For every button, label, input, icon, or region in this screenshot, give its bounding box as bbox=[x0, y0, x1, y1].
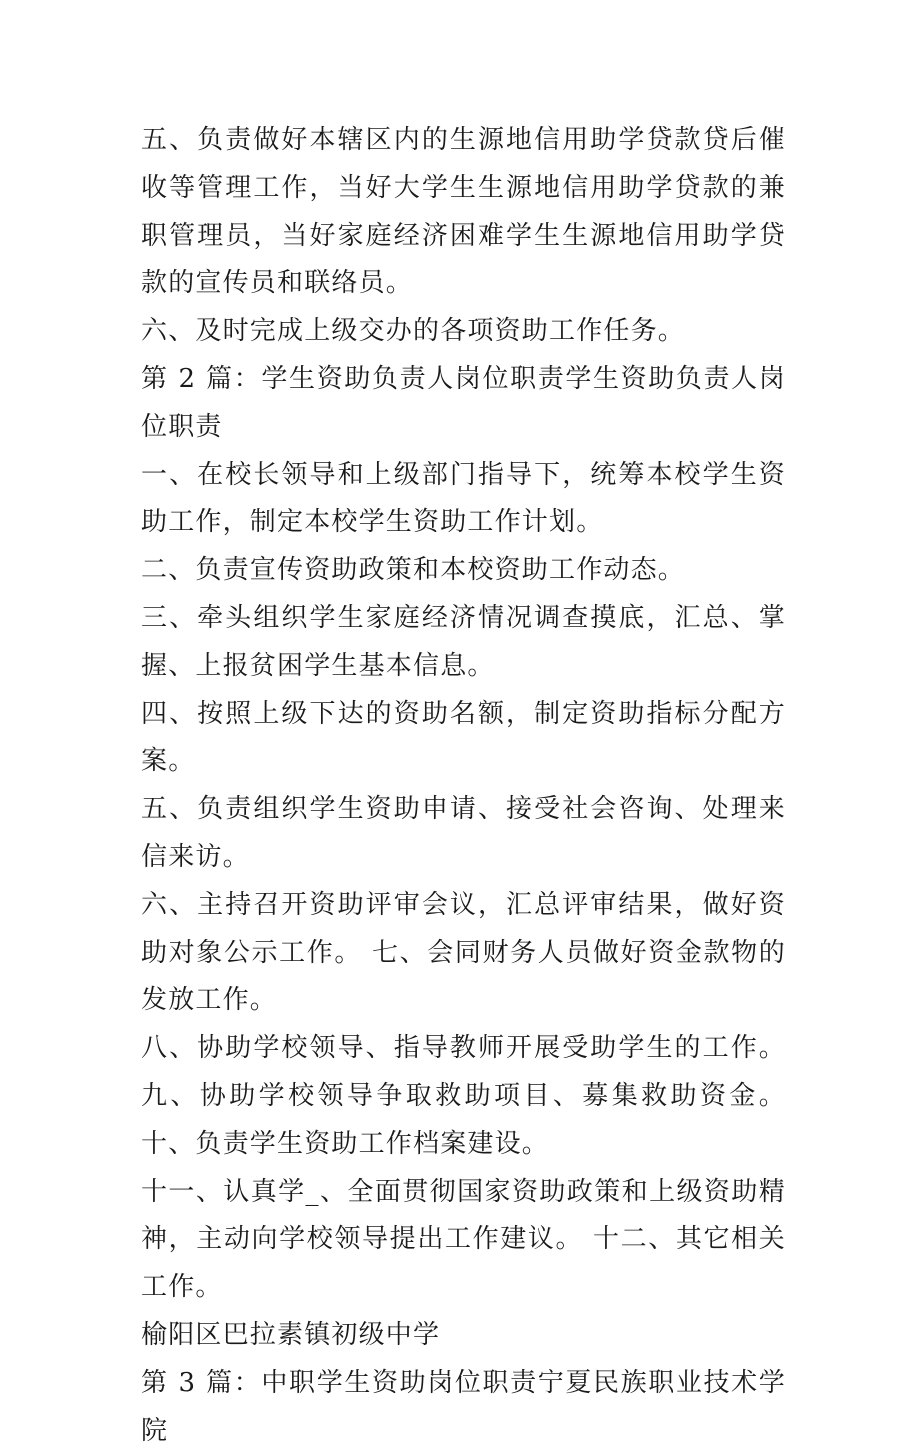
school-name: 榆阳区巴拉素镇初级中学 bbox=[141, 1319, 441, 1350]
paragraph-duty-8-10-assist: 八、协助学校领导、指导教师开展受助学生的工作。 九、协助学校领导争取救助项目、募集救助资金。 十、负责学生资助工作档案建设。 bbox=[141, 1033, 786, 1159]
paragraph-duty-6-tasks: 六、及时完成上级交办的各项资助工作任务。 bbox=[141, 316, 686, 347]
paragraph-duty-11-12-policy: 十一、认真学_、全面贯彻国家资助政策和上级资助精神，主动向学校领导提出工作建议。 十二、其它相关工作。 bbox=[141, 1176, 786, 1303]
paragraph-duty-6-7-review: 六、主持召开资助评审会议，汇总评审结果，做好资助对象公示工作。 七、会同财务人员做好资金款物的发放工作。 bbox=[141, 889, 786, 1016]
paragraph-duty-1-planning: 一、在校长领导和上级部门指导下，统筹本校学生资助工作，制定本校学生资助工作计划。 bbox=[141, 459, 786, 538]
paragraph-duty-5-loans: 五、负责做好本辖区内的生源地信用助学贷款贷后催收等管理工作，当好大学生生源地信用助学贷款的兼职管理员，当好家庭经济困难学生生源地信用助学贷款的宣传员和联络员。 bbox=[141, 125, 786, 299]
paragraph-duty-5-applications: 五、负责组织学生资助申请、接受社会咨询、处理来信来访。 bbox=[141, 794, 786, 872]
section-heading-part-3: 第 3 篇：中职学生资助岗位职责宁夏民族职业技术学院 bbox=[141, 1367, 786, 1446]
document-body bbox=[141, 117, 786, 1455]
paragraph-duty-2-publicity: 二、负责宣传资助政策和本校资助工作动态。 bbox=[141, 555, 686, 586]
section-heading-part-2: 第 2 篇：学生资助负责人岗位职责学生资助负责人岗位职责 bbox=[141, 363, 786, 442]
paragraph-duty-3-survey: 三、牵头组织学生家庭经济情况调查摸底，汇总、掌握、上报贫困学生基本信息。 bbox=[141, 602, 786, 681]
paragraph-duty-4-quota: 四、按照上级下达的资助名额，制定资助指标分配方案。 bbox=[141, 698, 786, 777]
